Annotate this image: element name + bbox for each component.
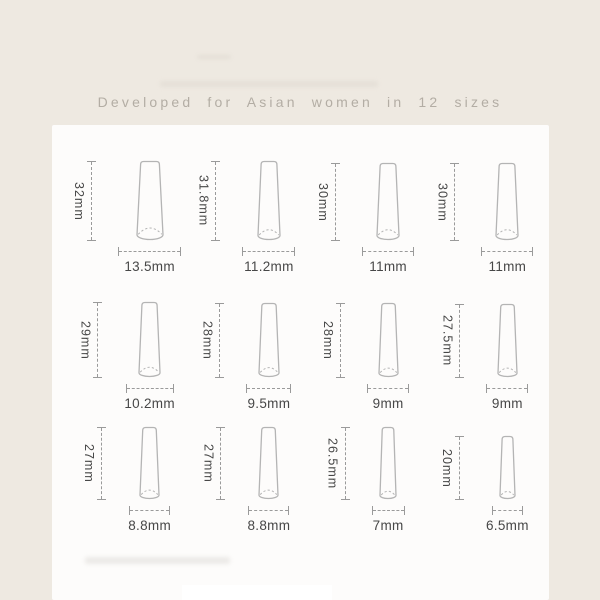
width-dimension-line [362,247,414,256]
nail-size-cell [420,303,539,411]
height-measure [82,427,106,500]
height-dimension-line [336,303,345,378]
width-label: 7mm [372,518,404,533]
width-dimension-line [248,506,289,515]
height-label: 28mm [200,321,215,360]
nail-size-cell [181,302,300,411]
width-dimension-line [126,384,174,393]
nail-column [486,435,529,533]
nail-size-cell [181,160,300,274]
height-measure [440,304,464,378]
height-label: 26.5mm [325,437,340,490]
height-label: 30mm [316,182,331,222]
nail-size-cell [62,301,181,411]
nail-tip-illustration [256,426,281,500]
nail-column [362,162,414,274]
nail-column [367,302,409,411]
nail-column [128,426,171,533]
height-label: 29mm [78,320,93,360]
faint-watermark [160,81,378,87]
height-label: 28mm [321,321,336,360]
height-dimension-line [215,303,224,378]
height-measure [200,303,224,378]
size-chart-panel [52,125,549,600]
nail-tip-illustration [497,435,518,500]
nail-tip-illustration [134,160,166,241]
width-label: 9mm [491,396,523,411]
width-dimension-line [481,247,533,256]
panel-highlight [182,585,332,600]
nail-column [486,303,528,411]
width-label: 6.5mm [485,518,529,533]
nail-size-cell [420,435,539,533]
width-dimension-line [246,384,291,393]
nail-size-cell [181,426,300,533]
width-label: 8.8mm [247,518,291,533]
width-label: 8.8mm [128,518,171,533]
width-dimension-line [372,506,405,515]
nail-column [246,302,291,411]
height-measure [321,303,345,378]
width-label: 11.2mm [244,259,294,274]
width-dimension-line [118,247,181,256]
page-title: Developed for Asian women in 12 sizes [97,94,503,110]
nail-column [372,426,405,533]
height-measure [201,427,225,500]
nail-tip-illustration [374,162,402,241]
height-measure [196,161,220,241]
width-dimension-line [486,384,528,393]
nail-tip-illustration [376,302,401,378]
height-measure [316,163,340,241]
nail-tip-illustration [493,162,521,241]
nail-column [118,160,181,274]
width-dimension-line [242,247,295,256]
nail-size-cell [420,162,539,274]
height-measure [435,163,459,241]
nail-tip-illustration [377,426,399,500]
height-measure [440,436,464,500]
height-dimension-line [93,302,102,378]
height-dimension-line [341,427,350,500]
width-label: 10.2mm [124,396,175,411]
sizes-grid [52,125,549,533]
height-label: 32mm [72,181,87,221]
height-label: 27.5mm [440,315,455,367]
faint-watermark [85,557,230,564]
width-label: 11mm [488,259,527,274]
width-label: 9mm [372,396,404,411]
nail-column [247,426,290,533]
nail-tip-illustration [255,160,283,241]
width-dimension-line [367,384,409,393]
height-measure [78,302,102,378]
height-label: 27mm [201,444,216,483]
height-measure [326,427,350,500]
height-label: 20mm [439,448,454,488]
nail-column [242,160,295,274]
nail-tip-illustration [137,426,162,500]
nail-tip-illustration [136,301,163,378]
nail-tip-illustration [495,303,520,378]
nail-size-cell [62,160,181,274]
height-label: 27mm [82,444,97,483]
width-label: 11mm [369,259,407,274]
nail-column [481,162,533,274]
height-label: 31.8mm [196,175,211,227]
height-dimension-line [331,163,340,241]
height-dimension-line [216,427,225,500]
width-dimension-line [492,506,523,515]
height-dimension-line [97,427,106,500]
width-label: 13.5mm [124,259,175,274]
nail-size-cell [62,426,181,533]
faint-watermark [197,55,231,59]
width-label: 9.5mm [247,396,291,411]
height-dimension-line [455,436,464,500]
height-dimension-line [211,161,220,241]
height-dimension-line [455,304,464,378]
height-dimension-line [450,163,459,241]
nail-column [124,301,175,411]
height-dimension-line [87,161,96,241]
nail-size-cell [301,426,420,533]
width-dimension-line [129,506,170,515]
nail-size-cell [301,162,420,274]
height-label: 30mm [435,182,450,222]
nail-size-cell [301,302,420,411]
nail-tip-illustration [256,302,282,378]
height-measure [72,161,96,241]
